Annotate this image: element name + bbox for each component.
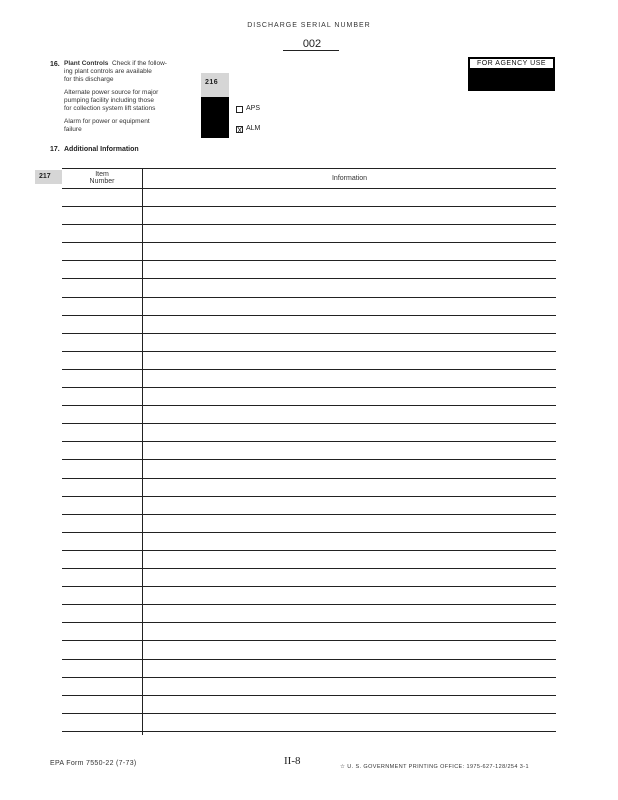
code-217-box [35, 170, 62, 184]
table-row-line [62, 459, 556, 460]
col-item-line-1: Item [95, 171, 109, 178]
table-row-line [62, 351, 556, 352]
col-item-line-2: Number [89, 178, 115, 185]
item-16-instructions [64, 60, 204, 84]
alm-checkbox[interactable] [236, 126, 243, 133]
table-row-line [62, 441, 556, 442]
table-row-line [62, 622, 556, 623]
table-row-line [62, 333, 556, 334]
printing-office-note: ☆ U. S. GOVERNMENT PRINTING OFFICE: 1975-627-128/254 3-1 [340, 764, 529, 770]
table-top-border [62, 168, 556, 169]
item-17-number: 17. [50, 146, 60, 153]
option-aps-line-2: pumping facility including those [64, 97, 154, 104]
serial-number-title: DISCHARGE SERIAL NUMBER [247, 22, 371, 29]
table-column-divider [142, 168, 143, 735]
instruction-line-3: for this discharge [64, 76, 114, 83]
table-row-line [62, 695, 556, 696]
table-row-line [62, 550, 556, 551]
item-16-number: 16. [50, 61, 60, 68]
alm-label: ALM [246, 125, 261, 132]
code-216-box [201, 73, 229, 97]
form-number: EPA Form 7550-22 (7-73) [50, 760, 137, 767]
option-alm-description [64, 118, 204, 134]
table-row-line [62, 242, 556, 243]
aps-checkbox[interactable] [236, 106, 243, 113]
table-row-line [62, 713, 556, 714]
table-row-line [62, 478, 556, 479]
table-row-line [62, 278, 556, 279]
option-aps-description [64, 89, 204, 113]
item-16-title: Plant Controls [64, 60, 109, 67]
table-row-line [62, 640, 556, 641]
table-row-line [62, 496, 556, 497]
instruction-line-1: Check if the follow- [112, 60, 167, 67]
column-header-information: Information [331, 175, 368, 182]
table-row-line [62, 659, 556, 660]
table-row-line [62, 387, 556, 388]
code-216-label: 216 [205, 79, 219, 86]
table-row-line [62, 297, 556, 298]
agency-use-box [468, 57, 555, 91]
table-row-line [62, 532, 556, 533]
code-217-label: 217 [39, 173, 51, 180]
column-header-item-number [62, 171, 142, 185]
agency-use-label: FOR AGENCY USE [470, 59, 553, 68]
table-row-line [62, 677, 556, 678]
redacted-block [201, 97, 229, 138]
table-row-line [62, 224, 556, 225]
alm-check-mark: X [237, 126, 243, 135]
table-row-line [62, 206, 556, 207]
option-alm-line-2: failure [64, 126, 82, 133]
page-number: II-8 [284, 755, 301, 767]
option-aps-line-3: for collection system lift stations [64, 105, 156, 112]
additional-info-table [62, 168, 556, 735]
serial-number-value: 002 [302, 38, 322, 50]
table-row-line [62, 514, 556, 515]
table-row-line [62, 568, 556, 569]
item-17-title: Additional Information [64, 146, 139, 153]
table-row-line [62, 369, 556, 370]
table-header-divider [62, 188, 556, 189]
instruction-line-2: ing plant controls are available [64, 68, 152, 75]
table-row-line [62, 731, 556, 732]
option-aps-line-1: Alternate power source for major [64, 89, 159, 96]
option-alm-line-1: Alarm for power or equipment [64, 118, 150, 125]
table-row-line [62, 315, 556, 316]
serial-number-underline [283, 50, 339, 51]
table-row-line [62, 405, 556, 406]
aps-label: APS [246, 105, 261, 112]
table-row-line [62, 423, 556, 424]
table-row-line [62, 586, 556, 587]
table-row-line [62, 604, 556, 605]
table-row-line [62, 260, 556, 261]
